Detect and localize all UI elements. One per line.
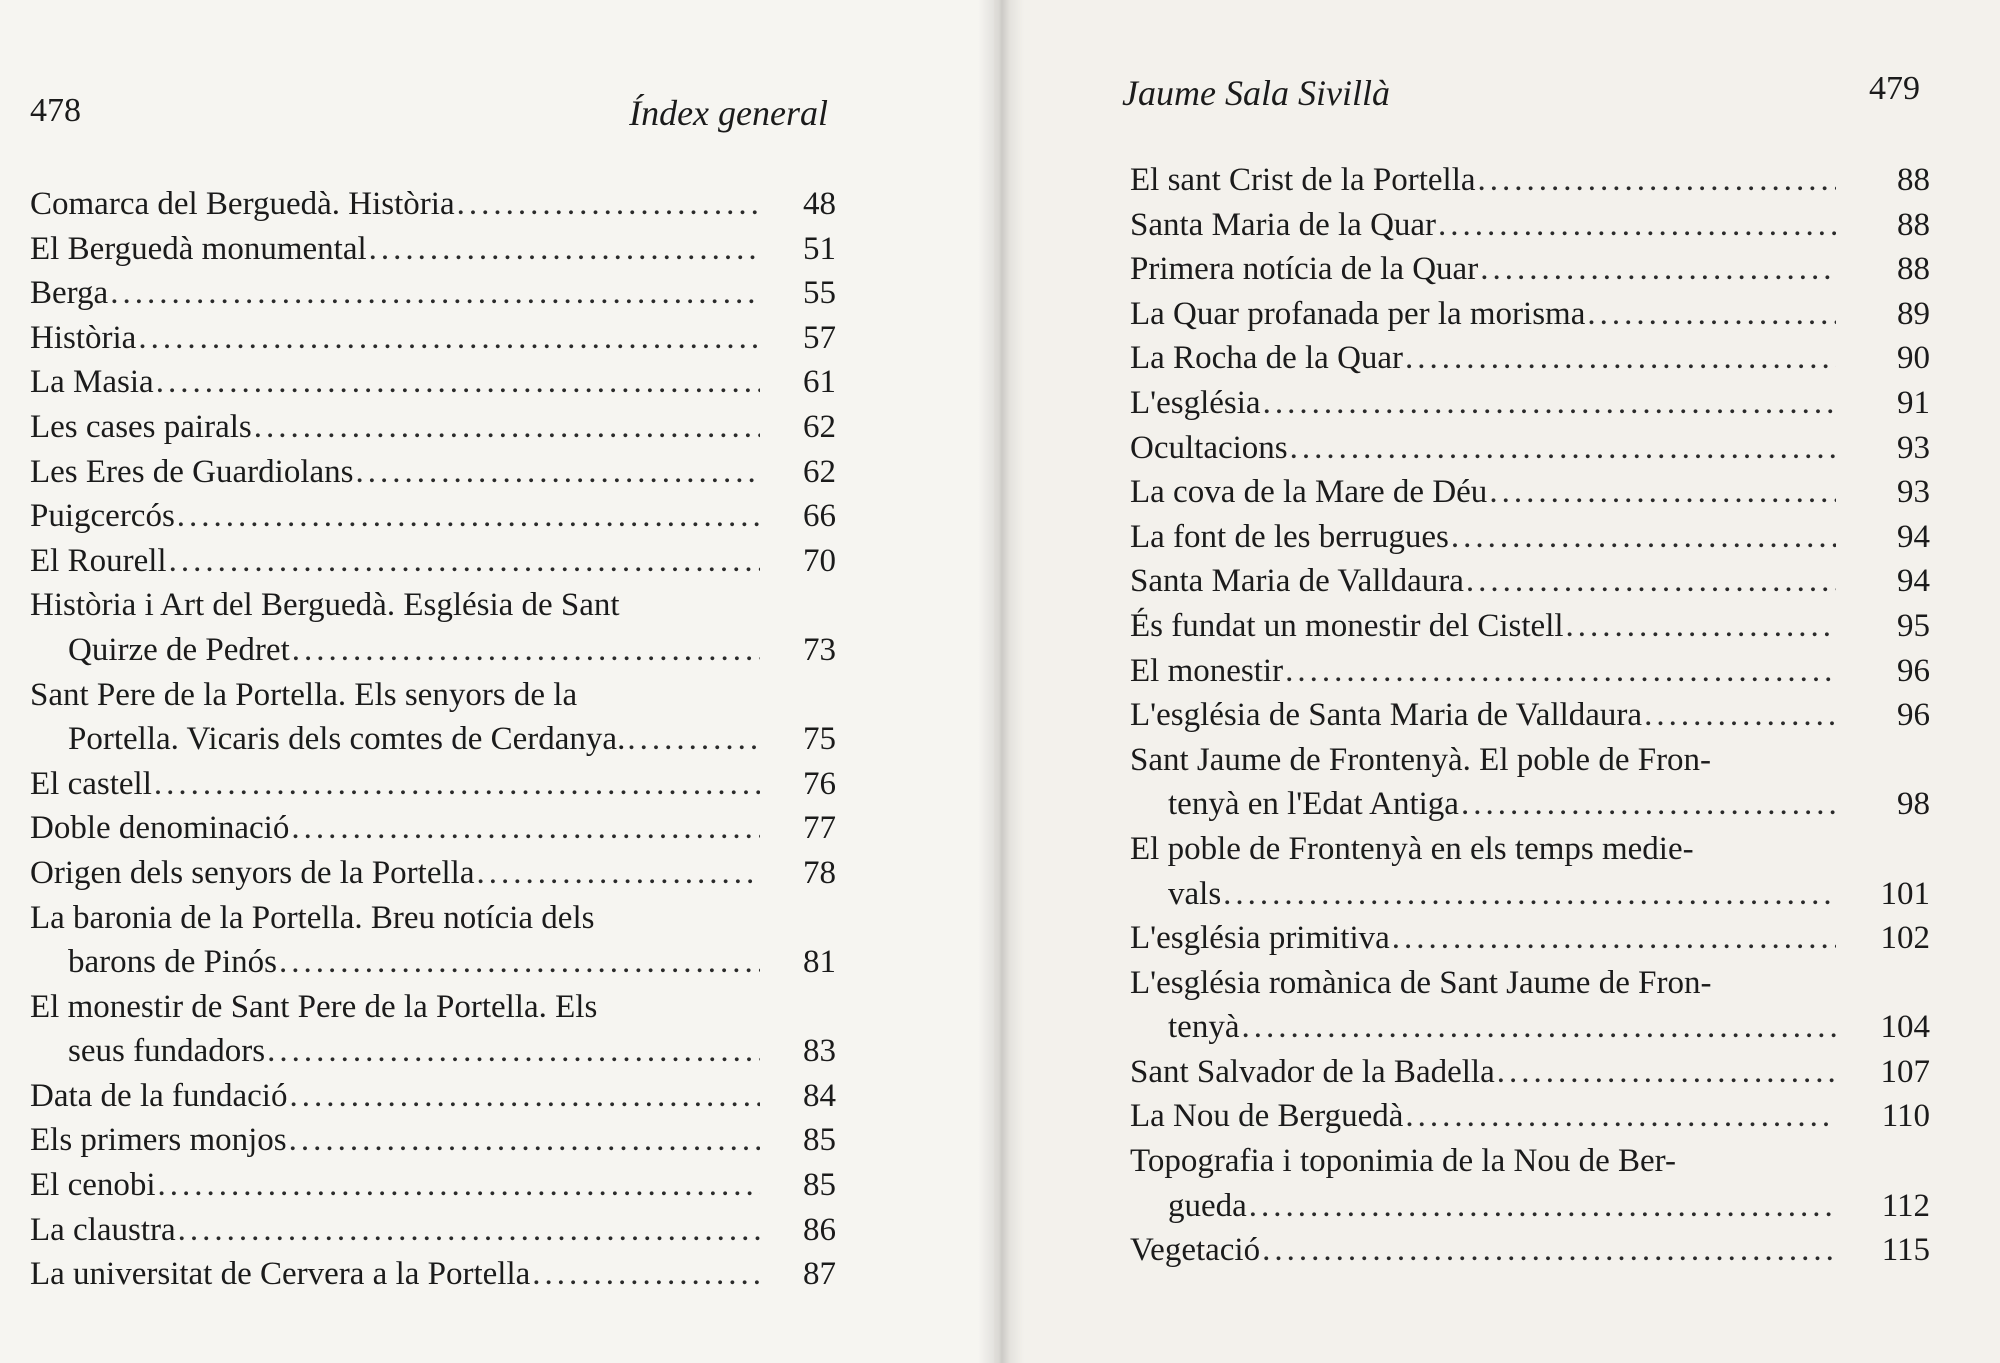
toc-entry-title: vals	[1168, 875, 1222, 912]
toc-entry-title: El castell	[30, 765, 152, 802]
left-page	[0, 0, 994, 1363]
toc-entry-page-number: 85	[803, 1167, 836, 1204]
toc-entry-title: La claustra	[30, 1211, 176, 1248]
toc-entry	[1130, 1139, 1930, 1228]
toc-entry-page-number: 96	[1897, 697, 1930, 734]
toc-entry	[30, 1118, 836, 1163]
dot-leader	[1480, 247, 1836, 292]
toc-entry-line	[30, 271, 836, 316]
toc-entry-line	[1130, 1094, 1930, 1139]
toc-entry-line	[1130, 247, 1930, 292]
toc-entry-continuation-line	[30, 717, 836, 762]
right-page-number: 479	[1869, 70, 1920, 107]
toc-entry-page-number: 115	[1881, 1232, 1930, 1269]
toc-entry-title: L'església primitiva	[1130, 920, 1390, 957]
dot-leader	[279, 940, 760, 985]
toc-entry	[1130, 515, 1930, 560]
dot-leader	[289, 1074, 760, 1119]
toc-entry-line	[1130, 559, 1930, 604]
toc-entry-title: Ocultacions	[1130, 429, 1288, 466]
toc-entry-page-number: 55	[803, 275, 836, 312]
toc-entry	[1130, 1228, 1930, 1273]
toc-entry-title: Història	[30, 319, 137, 356]
toc-entry-line	[30, 851, 836, 896]
toc-entry-continuation-line	[30, 1029, 836, 1074]
toc-entry-title: Comarca del Berguedà. Història	[30, 186, 455, 222]
toc-entry-page-number: 88	[1897, 206, 1930, 243]
toc-entry-page-number: 94	[1897, 563, 1930, 600]
toc-entry-continuation-line	[1130, 872, 1930, 917]
toc-entry-title: Les cases pairals	[30, 408, 252, 445]
dot-leader	[1262, 1228, 1836, 1273]
left-page-number: 478	[30, 92, 81, 129]
toc-entry-line	[1130, 336, 1930, 381]
toc-entry-continuation-line	[1130, 1184, 1930, 1229]
toc-entry-line	[1130, 426, 1930, 471]
toc-entry	[1130, 693, 1930, 738]
toc-entry-page-number: 89	[1897, 295, 1930, 332]
toc-entry-line	[1130, 158, 1930, 203]
toc-entry-page-number: 93	[1897, 474, 1930, 511]
toc-entry	[30, 985, 836, 1074]
toc-entry-page-number: 83	[803, 1033, 836, 1070]
toc-entry-line	[1130, 916, 1930, 961]
toc-entry-page-number: 88	[1897, 251, 1930, 288]
dot-leader	[532, 1252, 760, 1297]
dot-leader	[1241, 1005, 1836, 1050]
toc-entry-continuation-line	[30, 628, 836, 673]
toc-entry-line	[1130, 961, 1930, 1006]
dot-leader	[1405, 336, 1836, 381]
toc-entry	[30, 450, 836, 495]
dot-leader	[476, 851, 760, 896]
dot-leader	[1466, 559, 1836, 604]
toc-entry-page-number: 61	[803, 364, 836, 401]
toc-entry-page-number: 75	[803, 721, 836, 758]
toc-entry	[30, 673, 836, 762]
toc-entry-page-number: 91	[1897, 384, 1930, 421]
toc-entry-title: La Rocha de la Quar	[1130, 340, 1404, 377]
toc-entry-title: Puigcercós	[30, 498, 175, 535]
toc-entry-line	[30, 896, 836, 941]
toc-entry-page-number: 96	[1897, 652, 1930, 689]
toc-entry-title: El cenobi	[30, 1167, 156, 1204]
toc-entry-title: El monestir de Sant Pere de la Portella. Els	[30, 988, 598, 1025]
dot-leader	[1497, 1050, 1836, 1095]
toc-entry-title: Topografia i toponimia de la Nou de Ber-	[1130, 1143, 1676, 1180]
toc-entry-line	[30, 806, 836, 851]
toc-entry-title: L'església romànica de Sant Jaume de Fron-	[1130, 964, 1712, 1001]
toc-entry-page-number: 86	[803, 1211, 836, 1248]
toc-entry-title: Santa Maria de la Quar	[1130, 206, 1437, 243]
toc-entry-title: seus fundadors	[68, 1033, 266, 1070]
dot-leader	[1263, 381, 1836, 426]
toc-entry	[30, 405, 836, 450]
dot-leader	[110, 271, 760, 316]
toc-entry-title: La Quar profanada per la morisma	[1130, 295, 1586, 332]
toc-entry	[30, 539, 836, 584]
dot-leader	[627, 717, 760, 762]
dot-leader	[1489, 470, 1836, 515]
toc-entry-title: Les Eres de Guardiolans	[30, 453, 354, 490]
toc-entry-line	[30, 1118, 836, 1163]
toc-entry	[1130, 158, 1930, 203]
toc-entry	[30, 227, 836, 272]
toc-entry-page-number: 57	[803, 319, 836, 356]
toc-entry-line	[1130, 1228, 1930, 1273]
toc-entry-line	[1130, 604, 1930, 649]
dot-leader	[355, 450, 760, 495]
toc-entry-title: Doble denominació	[30, 810, 290, 847]
dot-leader	[1392, 916, 1836, 961]
dot-leader	[292, 628, 760, 673]
toc-entry-line	[30, 316, 836, 361]
toc-entry	[1130, 1050, 1930, 1095]
toc-entry-page-number: 107	[1880, 1053, 1930, 1090]
toc-entry-title: És fundat un monestir del Cistell	[1130, 607, 1564, 644]
toc-entry	[30, 806, 836, 851]
dot-leader	[254, 405, 760, 450]
toc-entry-page-number: 73	[803, 631, 836, 668]
toc-entry-line	[1130, 470, 1930, 515]
toc-entry-page-number: 66	[803, 498, 836, 535]
toc-entry-page-number: 70	[803, 542, 836, 579]
toc-entry-line	[30, 1208, 836, 1253]
toc-entry-title: El Berguedà monumental	[30, 230, 367, 267]
dot-leader	[1461, 782, 1836, 827]
dot-leader	[1249, 1184, 1836, 1229]
dot-leader	[1285, 649, 1836, 694]
dot-leader	[178, 1208, 760, 1253]
right-page	[994, 0, 2000, 1363]
toc-entry-page-number: 98	[1897, 786, 1930, 823]
toc-entry-title: Vegetació	[1130, 1232, 1261, 1269]
toc-entry-title: La universitat de Cervera a la Portella	[30, 1256, 531, 1293]
toc-entry-continuation-line	[30, 940, 836, 985]
toc-entry-title: Primera notícia de la Quar	[1130, 251, 1479, 288]
toc-entry-page-number: 102	[1880, 920, 1930, 957]
dot-leader	[1405, 1094, 1836, 1139]
toc-entry-title: Origen dels senyors de la Portella	[30, 854, 475, 891]
toc-entry-title: El Rourell	[30, 542, 167, 579]
toc-entry	[30, 1208, 836, 1253]
toc-entry	[1130, 292, 1930, 337]
toc-entry-line	[1130, 381, 1930, 426]
toc-entry-line	[1130, 1139, 1930, 1184]
toc-entry-line	[30, 182, 836, 227]
toc-entry	[1130, 916, 1930, 961]
toc-entry-line	[1130, 738, 1930, 783]
toc-entry-page-number: 81	[803, 944, 836, 981]
toc-entry	[30, 360, 836, 405]
left-toc-list	[30, 182, 836, 1297]
toc-entry	[30, 271, 836, 316]
toc-entry	[30, 583, 836, 672]
right-toc-list	[1130, 158, 1930, 1273]
toc-entry-page-number: 48	[803, 186, 836, 222]
dot-leader	[291, 806, 760, 851]
toc-entry	[1130, 203, 1930, 248]
dot-leader	[1566, 604, 1836, 649]
toc-entry-title: Quirze de Pedret	[68, 631, 290, 668]
toc-entry-continuation-line	[1130, 1005, 1930, 1050]
toc-entry-title: L'església	[1130, 384, 1261, 421]
toc-entry-page-number: 76	[803, 765, 836, 802]
toc-entry-page-number: 90	[1897, 340, 1930, 377]
toc-entry-page-number: 93	[1897, 429, 1930, 466]
toc-entry	[1130, 961, 1930, 1050]
dot-leader	[1438, 203, 1836, 248]
toc-entry	[1130, 470, 1930, 515]
toc-entry-title: Sant Jaume de Frontenyà. El poble de Fron-	[1130, 741, 1712, 778]
toc-entry-title: Santa Maria de Valldaura	[1130, 563, 1464, 600]
toc-entry-continuation-line	[1130, 782, 1930, 827]
toc-entry-title: L'església de Santa Maria de Valldaura	[1130, 697, 1643, 734]
dot-leader	[1478, 158, 1836, 203]
toc-entry	[1130, 1094, 1930, 1139]
toc-entry-title: Sant Salvador de la Badella	[1130, 1053, 1495, 1090]
toc-entry-line	[30, 762, 836, 807]
toc-entry-line	[30, 227, 836, 272]
dot-leader	[154, 762, 760, 807]
toc-entry-page-number: 62	[803, 408, 836, 445]
toc-entry-page-number: 51	[803, 230, 836, 267]
dot-leader	[1451, 515, 1836, 560]
toc-entry-title: El poble de Frontenyà en els temps medie-	[1130, 830, 1694, 867]
toc-entry-title: Data de la fundació	[30, 1077, 288, 1114]
toc-entry-page-number: 94	[1897, 518, 1930, 555]
toc-entry-title: Berga	[30, 275, 109, 312]
toc-entry-title: El sant Crist de la Portella	[1130, 162, 1476, 198]
dot-leader	[1587, 292, 1836, 337]
toc-entry	[30, 316, 836, 361]
toc-entry-page-number: 95	[1897, 607, 1930, 644]
toc-entry	[1130, 738, 1930, 827]
dot-leader	[1223, 872, 1836, 917]
toc-entry-title: El monestir	[1130, 652, 1284, 689]
toc-entry	[1130, 247, 1930, 292]
toc-entry-title: Sant Pere de la Portella. Els senyors de la	[30, 676, 578, 713]
toc-entry	[1130, 604, 1930, 649]
toc-entry	[1130, 381, 1930, 426]
toc-entry-title: gueda	[1168, 1187, 1247, 1224]
toc-entry-line	[1130, 1050, 1930, 1095]
toc-entry-line	[30, 673, 836, 718]
toc-entry	[30, 1252, 836, 1297]
dot-leader	[177, 494, 760, 539]
toc-entry-line	[30, 1252, 836, 1297]
toc-entry-page-number: 110	[1881, 1098, 1930, 1135]
toc-entry-title: La Nou de Berguedà	[1130, 1098, 1404, 1135]
toc-entry-line	[1130, 203, 1930, 248]
dot-leader	[1644, 693, 1836, 738]
toc-entry-line	[30, 583, 836, 628]
toc-entry-title: barons de Pinós	[68, 944, 277, 981]
toc-entry-page-number: 78	[803, 854, 836, 891]
toc-entry-page-number: 62	[803, 453, 836, 490]
dot-leader	[289, 1118, 760, 1163]
toc-entry-title: La font de les berrugues	[1130, 518, 1449, 555]
dot-leader	[369, 227, 760, 272]
toc-entry-page-number: 85	[803, 1122, 836, 1159]
toc-entry-line	[30, 1163, 836, 1208]
dot-leader	[156, 360, 760, 405]
toc-entry-line	[1130, 515, 1930, 560]
toc-entry-line	[30, 405, 836, 450]
dot-leader	[457, 182, 760, 227]
toc-entry	[30, 182, 836, 227]
dot-leader	[169, 539, 760, 584]
toc-entry-page-number: 84	[803, 1077, 836, 1114]
toc-entry-title: La baronia de la Portella. Breu notícia dels	[30, 899, 595, 936]
toc-entry	[1130, 559, 1930, 604]
toc-entry-page-number: 101	[1880, 875, 1930, 912]
toc-entry-title: Portella. Vicaris dels comtes de Cerdanya.	[68, 721, 626, 758]
toc-entry-line	[30, 1074, 836, 1119]
toc-entry-line	[30, 450, 836, 495]
left-running-head: Índex general	[629, 93, 828, 133]
toc-entry	[30, 851, 836, 896]
toc-entry-title: tenyà en l'Edat Antiga	[1168, 786, 1459, 823]
dot-leader	[1290, 426, 1836, 471]
toc-entry	[30, 1163, 836, 1208]
toc-entry-line	[1130, 292, 1930, 337]
toc-entry-line	[30, 985, 836, 1030]
dot-leader	[158, 1163, 760, 1208]
toc-entry-line	[30, 360, 836, 405]
toc-entry-page-number: 104	[1880, 1009, 1930, 1046]
dot-leader	[267, 1029, 760, 1074]
toc-entry-title: La Masia	[30, 364, 154, 401]
toc-entry-title: La cova de la Mare de Déu	[1130, 474, 1488, 511]
toc-entry-page-number: 88	[1897, 162, 1930, 198]
toc-entry-title: tenyà	[1168, 1009, 1240, 1046]
toc-entry	[1130, 336, 1930, 381]
toc-entry	[1130, 649, 1930, 694]
toc-entry-page-number: 112	[1881, 1187, 1930, 1224]
toc-entry-line	[1130, 827, 1930, 872]
toc-entry	[30, 1074, 836, 1119]
toc-entry-line	[30, 494, 836, 539]
toc-entry-page-number: 87	[803, 1256, 836, 1293]
toc-entry	[1130, 426, 1930, 471]
toc-entry-title: Història i Art del Berguedà. Església de Sant	[30, 587, 620, 624]
toc-entry	[1130, 827, 1930, 916]
toc-entry-page-number: 77	[803, 810, 836, 847]
toc-entry	[30, 896, 836, 985]
toc-entry-line	[1130, 693, 1930, 738]
dot-leader	[138, 316, 760, 361]
toc-entry-line	[30, 539, 836, 584]
toc-entry	[30, 762, 836, 807]
toc-entry-line	[1130, 649, 1930, 694]
right-running-head: Jaume Sala Sivillà	[1122, 73, 1390, 113]
toc-entry-title: Els primers monjos	[30, 1122, 287, 1159]
toc-entry	[30, 494, 836, 539]
